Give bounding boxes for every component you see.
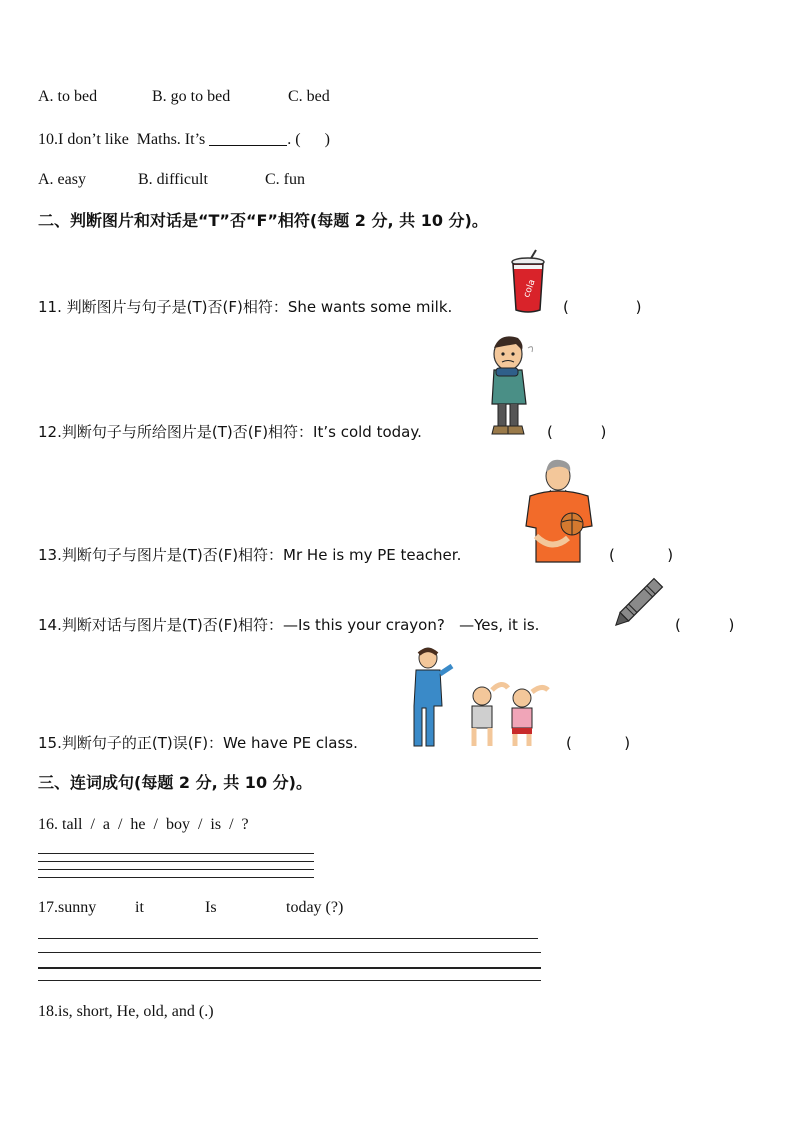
q17-word-1: 17.sunny <box>38 899 97 916</box>
q10-option-b: B. difficult <box>138 171 208 188</box>
section-3-title: 三、连词成句(每题 2 分, 共 10 分)。 <box>38 773 312 792</box>
pe-teacher-image <box>522 456 598 564</box>
q12-answer-paren[interactable]: ( ) <box>547 423 607 441</box>
q15-answer-paren[interactable]: ( ) <box>566 734 631 752</box>
q16-writing-line-1[interactable] <box>38 853 314 854</box>
q13-answer-paren[interactable]: ( ) <box>609 546 674 564</box>
q17-word-2: it <box>135 899 144 916</box>
cold-boy-image <box>486 330 544 440</box>
q17-writing-line-4[interactable] <box>38 980 541 981</box>
crayon-image <box>610 576 664 632</box>
q10-option-c: C. fun <box>265 171 305 188</box>
q16-writing-line-2[interactable] <box>38 861 314 862</box>
q10-option-a: A. easy <box>38 171 86 188</box>
q9-option-b: B. go to bed <box>152 88 231 105</box>
question-18: 18.is, short, He, old, and (.) <box>38 1003 214 1020</box>
question-12: 12.判断句子与所给图片是(T)否(F)相符：It’s cold today. <box>38 423 422 441</box>
question-15: 15.判断句子的正(T)误(F)：We have PE class. <box>38 734 358 752</box>
question-14: 14.判断对话与图片是(T)否(F)相符：—Is this your crayon? —Yes, it is. <box>38 616 540 634</box>
q17-writing-line-3[interactable] <box>38 967 541 969</box>
cola-cup-image <box>508 248 548 316</box>
q10-suffix: . ( ) <box>287 131 330 148</box>
cola-label: cola <box>522 278 538 300</box>
q16-writing-line-3[interactable] <box>38 869 314 870</box>
q17-word-4: today (?) <box>286 899 344 916</box>
q10-prefix: 10.I don’t like Maths. It’s <box>38 131 210 148</box>
q10-answer-blank[interactable] <box>209 131 287 146</box>
q14-answer-paren[interactable]: ( ) <box>675 616 735 634</box>
q11-answer-paren[interactable]: ( ) <box>563 298 642 316</box>
question-10 <box>38 131 330 148</box>
question-16: 16. tall / a / he / boy / is / ? <box>38 816 249 833</box>
q17-word-3: Is <box>205 899 217 916</box>
q9-option-a: A. to bed <box>38 88 98 105</box>
question-11: 11. 判断图片与句子是(T)否(F)相符：She wants some milk. <box>38 298 453 316</box>
pe-class-image <box>404 646 554 752</box>
section-2-title: 二、判断图片和对话是“T”否“F”相符(每题 2 分, 共 10 分)。 <box>38 211 488 230</box>
q17-writing-line-2[interactable] <box>38 952 541 953</box>
q9-option-c: C. bed <box>288 88 330 105</box>
q16-writing-line-4[interactable] <box>38 877 314 878</box>
q17-writing-line-1[interactable] <box>38 938 538 939</box>
question-13: 13.判断句子与图片是(T)否(F)相符：Mr He is my PE teacher. <box>38 546 462 564</box>
